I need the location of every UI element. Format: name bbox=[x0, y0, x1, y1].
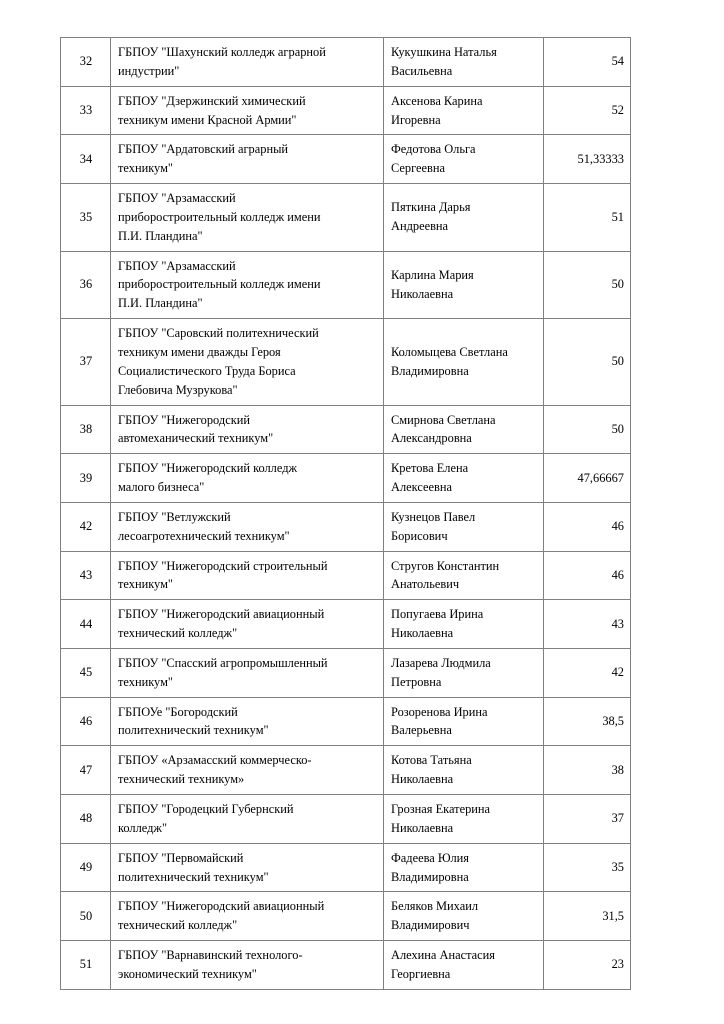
table-row bbox=[61, 600, 631, 649]
row-institution: ГБПОУ "Спасский агропромышленный техникум" bbox=[111, 648, 384, 697]
row-score: 31,5 bbox=[544, 892, 631, 941]
row-rank: 32 bbox=[61, 38, 111, 87]
table-row bbox=[61, 648, 631, 697]
row-rank: 50 bbox=[61, 892, 111, 941]
row-rank: 37 bbox=[61, 319, 111, 405]
row-institution: ГБПОУе "Богородский политехнический техникум" bbox=[111, 697, 384, 746]
row-institution: ГБПОУ "Шахунский колледж аграрной индустрии" bbox=[111, 38, 384, 87]
row-rank: 39 bbox=[61, 454, 111, 503]
table-row bbox=[61, 38, 631, 87]
row-rank: 44 bbox=[61, 600, 111, 649]
table-row bbox=[61, 86, 631, 135]
row-rank: 38 bbox=[61, 405, 111, 454]
row-score: 38 bbox=[544, 746, 631, 795]
row-score: 50 bbox=[544, 251, 631, 319]
row-person: Аксенова Карина Игоревна bbox=[384, 86, 544, 135]
row-institution: ГБПОУ "Ветлужский лесоагротехнический техникум" bbox=[111, 502, 384, 551]
row-person: Беляков Михаил Владимирович bbox=[384, 892, 544, 941]
row-institution: ГБПОУ "Городецкий Губернский колледж" bbox=[111, 795, 384, 844]
row-institution: ГБПОУ "Нижегородский строительный техникум" bbox=[111, 551, 384, 600]
row-institution: ГБПОУ "Варнавинский технолого- экономический техникум" bbox=[111, 941, 384, 990]
row-score: 38,5 bbox=[544, 697, 631, 746]
row-institution: ГБПОУ "Дзержинский химический техникум имени Красной Армии" bbox=[111, 86, 384, 135]
row-score: 52 bbox=[544, 86, 631, 135]
row-score: 46 bbox=[544, 502, 631, 551]
row-score: 43 bbox=[544, 600, 631, 649]
row-score: 51 bbox=[544, 184, 631, 252]
row-institution: ГБПОУ "Саровский политехнический техникум имени дважды Героя Социалистического Труда Бориса Глебовича Музрукова" bbox=[111, 319, 384, 405]
table-row bbox=[61, 746, 631, 795]
row-score: 54 bbox=[544, 38, 631, 87]
row-score: 50 bbox=[544, 319, 631, 405]
row-institution: ГБПОУ "Ардатовский аграрный техникум" bbox=[111, 135, 384, 184]
row-rank: 36 bbox=[61, 251, 111, 319]
table-body bbox=[61, 38, 631, 990]
row-institution: ГБПОУ "Нижегородский колледж малого бизнеса" bbox=[111, 454, 384, 503]
row-score: 50 bbox=[544, 405, 631, 454]
table-row bbox=[61, 251, 631, 319]
row-rank: 35 bbox=[61, 184, 111, 252]
row-rank: 43 bbox=[61, 551, 111, 600]
row-score: 37 bbox=[544, 795, 631, 844]
row-person: Кукушкина Наталья Васильевна bbox=[384, 38, 544, 87]
row-person: Алехина Анастасия Георгиевна bbox=[384, 941, 544, 990]
table-row bbox=[61, 941, 631, 990]
row-person: Грозная Екатерина Николаевна bbox=[384, 795, 544, 844]
row-person: Кузнецов Павел Борисович bbox=[384, 502, 544, 551]
row-rank: 45 bbox=[61, 648, 111, 697]
row-score: 42 bbox=[544, 648, 631, 697]
row-rank: 48 bbox=[61, 795, 111, 844]
row-person: Федотова Ольга Сергеевна bbox=[384, 135, 544, 184]
row-rank: 33 bbox=[61, 86, 111, 135]
table-row bbox=[61, 454, 631, 503]
row-rank: 51 bbox=[61, 941, 111, 990]
row-person: Попугаева Ирина Николаевна bbox=[384, 600, 544, 649]
row-score: 47,66667 bbox=[544, 454, 631, 503]
row-person: Стругов Константин Анатольевич bbox=[384, 551, 544, 600]
ranking-table bbox=[60, 37, 631, 990]
row-person: Розоренова Ирина Валерьевна bbox=[384, 697, 544, 746]
row-score: 35 bbox=[544, 843, 631, 892]
row-score: 46 bbox=[544, 551, 631, 600]
row-rank: 49 bbox=[61, 843, 111, 892]
row-institution: ГБПОУ "Арзамасский приборостроительный колледж имени П.И. Пландина" bbox=[111, 251, 384, 319]
row-institution: ГБПОУ "Нижегородский авиационный технический колледж" bbox=[111, 600, 384, 649]
row-rank: 34 bbox=[61, 135, 111, 184]
row-person: Смирнова Светлана Александровна bbox=[384, 405, 544, 454]
row-institution: ГБПОУ "Первомайский политехнический техникум" bbox=[111, 843, 384, 892]
row-person: Котова Татьяна Николаевна bbox=[384, 746, 544, 795]
table-row bbox=[61, 843, 631, 892]
row-institution: ГБПОУ «Арзамасский коммерческо- технический техникум» bbox=[111, 746, 384, 795]
row-person: Пяткина Дарья Андреевна bbox=[384, 184, 544, 252]
table-row bbox=[61, 697, 631, 746]
table-row bbox=[61, 319, 631, 405]
table-row bbox=[61, 795, 631, 844]
table-row bbox=[61, 551, 631, 600]
table-row bbox=[61, 135, 631, 184]
row-score: 23 bbox=[544, 941, 631, 990]
row-person: Лазарева Людмила Петровна bbox=[384, 648, 544, 697]
row-person: Коломыцева Светлана Владимировна bbox=[384, 319, 544, 405]
row-institution: ГБПОУ "Нижегородский авиационный технический колледж" bbox=[111, 892, 384, 941]
table-row bbox=[61, 502, 631, 551]
table-row bbox=[61, 405, 631, 454]
table-row bbox=[61, 184, 631, 252]
row-score: 51,33333 bbox=[544, 135, 631, 184]
row-rank: 42 bbox=[61, 502, 111, 551]
table-row bbox=[61, 892, 631, 941]
row-institution: ГБПОУ "Нижегородский автомеханический техникум" bbox=[111, 405, 384, 454]
row-person: Фадеева Юлия Владимировна bbox=[384, 843, 544, 892]
row-rank: 47 bbox=[61, 746, 111, 795]
row-person: Кретова Елена Алексеевна bbox=[384, 454, 544, 503]
row-rank: 46 bbox=[61, 697, 111, 746]
row-person: Карлина Мария Николаевна bbox=[384, 251, 544, 319]
row-institution: ГБПОУ "Арзамасский приборостроительный колледж имени П.И. Пландина" bbox=[111, 184, 384, 252]
